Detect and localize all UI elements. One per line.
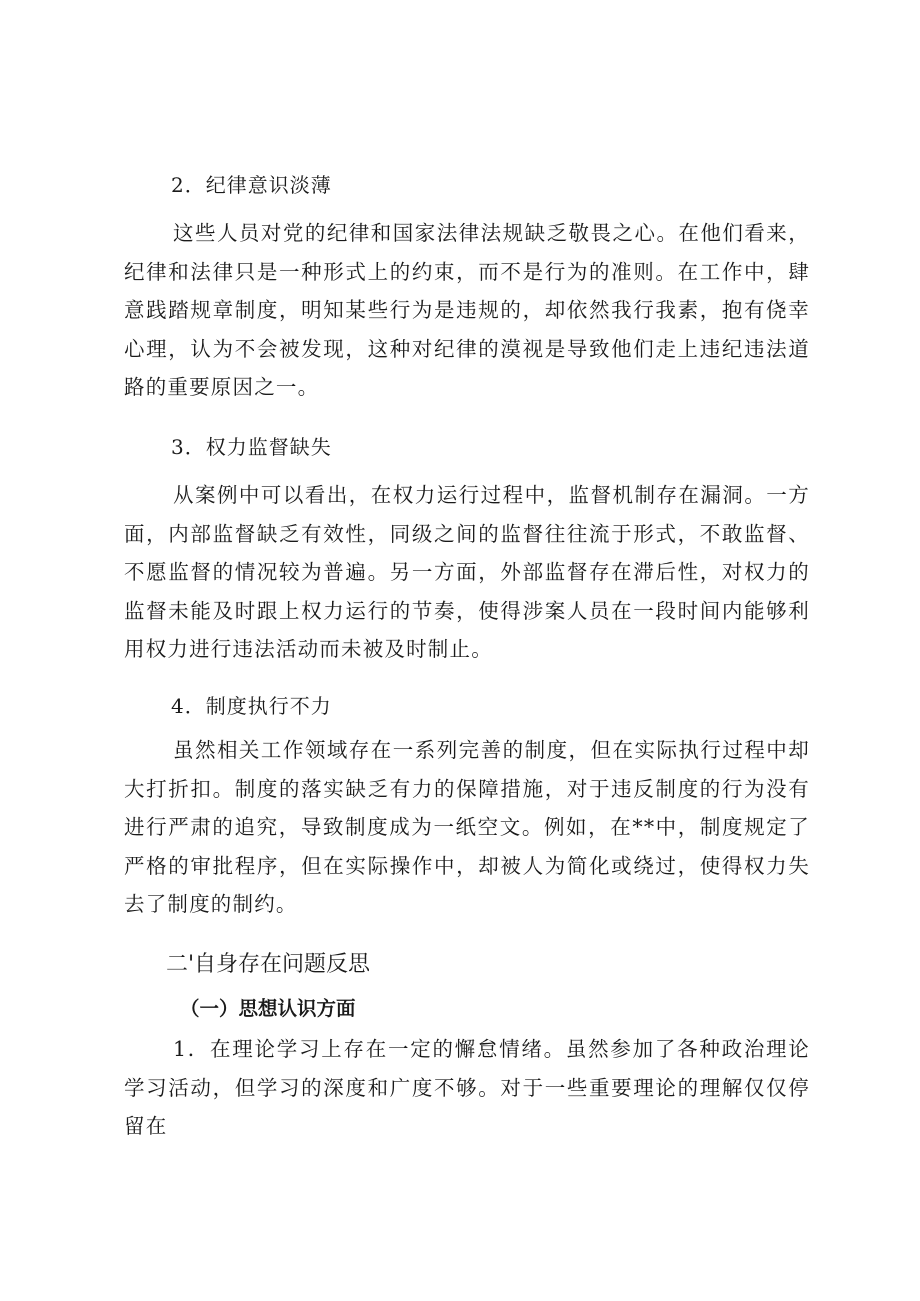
heading-power-supervision: 3．权力监督缺失	[171, 435, 332, 459]
paragraph-discipline-awareness: 这些人员对党的纪律和国家法律法规缺乏敬畏之心。在他们看来，纪律和法律只是一种形式上的约束，而不是行为的准则。在工作中，肆意践踏规章制度，明知某些行为是违规的，却依然我行我素，抱有侥幸心理，认为不会被发现，这种对纪律的漠视是导致他们走上违纪违法道路的重要原因之一。	[124, 221, 810, 400]
heading-system-execution: 4．制度执行不力	[171, 694, 332, 718]
heading-discipline-awareness: 2．纪律意识淡薄	[171, 173, 332, 197]
subsection-title-ideological: （一）思想认识方面	[180, 997, 356, 1020]
paragraph-theory-study: 1．在理论学习上存在一定的懈怠情绪。虽然参加了各种政治理论学习活动，但学习的深度和广度不够。对于一些重要理论的理解仅仅停留在	[124, 1037, 810, 1139]
paragraph-power-supervision: 从案例中可以看出，在权力运行过程中，监督机制存在漏洞。一方面，内部监督缺乏有效性，同级之间的监督往往流于形式，不敢监督、不愿监督的情况较为普遍。另一方面，外部监督存在滞后性，对权力的监督未能及时跟上权力运行的节奏，使得涉案人员在一段时间内能够利用权力进行违法活动而未被及时制止。	[124, 483, 810, 662]
section-title-self-reflection: 二'自身存在问题反思	[166, 952, 371, 977]
paragraph-system-execution: 虽然相关工作领域存在一系列完善的制度，但在实际执行过程中却大打折扣。制度的落实缺乏有力的保障措施，对于违反制度的行为没有进行严肃的追究，导致制度成为一纸空文。例如，在**中，制度规定了严格的审批程序，但在实际操作中，却被人为简化或绕过，使得权力失去了制度的制约。	[124, 738, 810, 917]
